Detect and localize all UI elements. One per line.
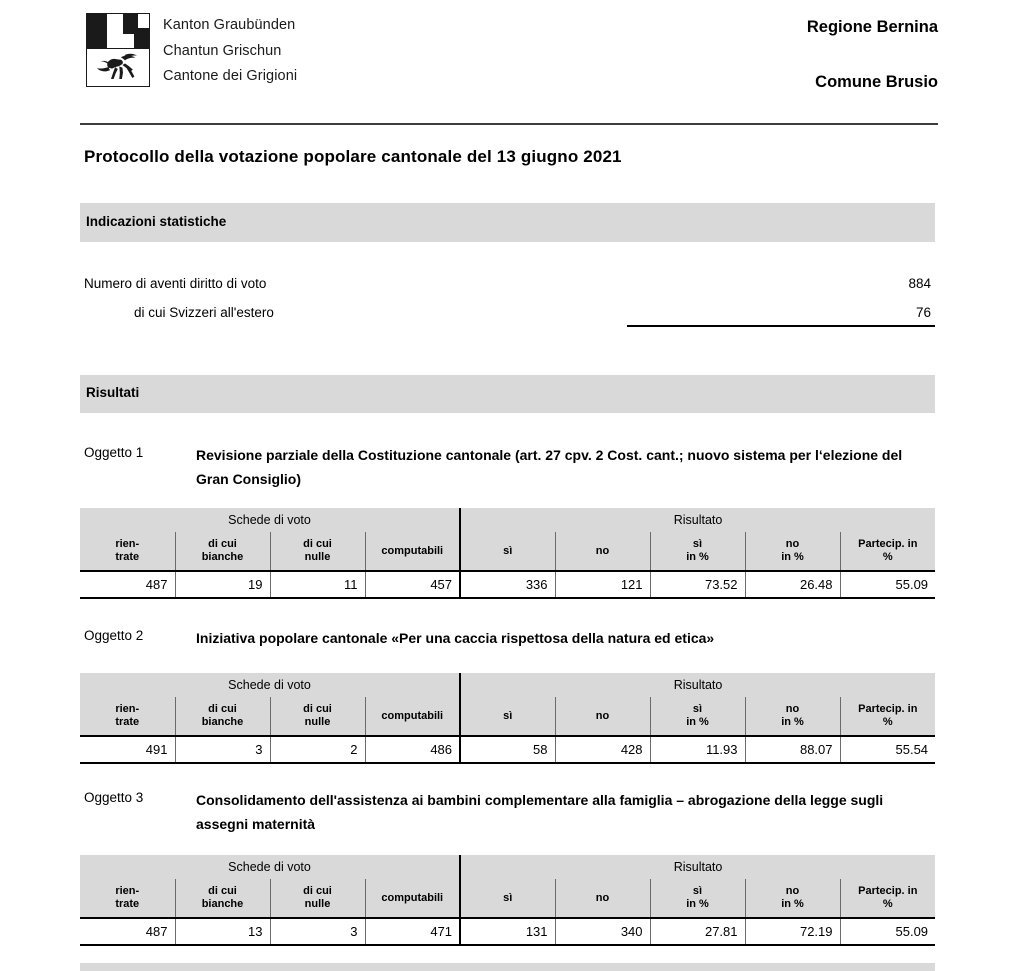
col-header-no-percent: no in % [745,879,840,918]
cell-si-percent: 11.93 [650,736,745,763]
organization-names [163,13,297,90]
group-header-ballots: Schede di voto [80,508,460,532]
cell-si: 336 [460,571,555,598]
cell-partecipazione: 55.09 [840,571,935,598]
cell-computabili: 471 [365,918,460,945]
cell-bianche: 3 [175,736,270,763]
col-header-nulle: di cui nulle [270,697,365,736]
cell-nulle: 11 [270,571,365,598]
group-header-result: Risultato [460,508,935,532]
object-label-3: Oggetto 3 [84,790,144,805]
cell-si-percent: 73.52 [650,571,745,598]
results-table-object-3 [80,855,935,946]
cell-no-percent: 26.48 [745,571,840,598]
cell-bianche: 13 [175,918,270,945]
org-line-it: Cantone dei Grigioni [163,68,298,84]
col-header-computabili: computabili [365,697,460,736]
crest-corner-bottom-right [138,34,149,48]
statistic-label: di cui Svizzeri all'estero [134,305,274,320]
cell-nulle: 3 [270,918,365,945]
graubuenden-coat-of-arms-icon [86,13,150,87]
col-header-si-percent: sì in % [650,532,745,571]
cell-rientrate: 487 [80,918,175,945]
col-header-si: sì [460,532,555,571]
statistic-value: 884 [908,276,931,291]
cell-si: 58 [460,736,555,763]
section-band-next [80,963,935,971]
col-header-si: sì [460,697,555,736]
crest-white-field [107,14,123,48]
cell-rientrate: 487 [80,571,175,598]
cell-no-percent: 72.19 [745,918,840,945]
object-label-1: Oggetto 1 [84,445,144,460]
section-band-results [80,375,935,413]
region-municipality-block [807,16,938,93]
crest-cross-horizontal [123,28,149,34]
results-table-object-2 [80,673,935,764]
cell-no: 121 [555,571,650,598]
group-header-ballots: Schede di voto [80,855,460,879]
col-header-computabili: computabili [365,532,460,571]
col-header-partecipazione: Partecip. in % [840,532,935,571]
col-header-partecipazione: Partecip. in % [840,879,935,918]
col-header-si-percent: sì in % [650,879,745,918]
col-header-no: no [555,697,650,736]
cell-si-percent: 27.81 [650,918,745,945]
crest-corner-top-left [123,14,134,28]
object-title-2: Iniziativa popolare cantonale «Per una caccia rispettosa della natura ed etica» [196,630,715,646]
statistic-label: Numero di aventi diritto di voto [84,276,267,291]
table-row [80,918,935,945]
results-table-object-1 [80,508,935,599]
header-divider [80,123,938,125]
cell-bianche: 19 [175,571,270,598]
crest-cross-field [123,14,149,48]
cell-si: 131 [460,918,555,945]
col-header-bianche: di cui bianche [175,879,270,918]
col-header-bianche: di cui bianche [175,532,270,571]
cell-partecipazione: 55.54 [840,736,935,763]
col-header-si-percent: sì in % [650,697,745,736]
group-header-result: Risultato [460,673,935,697]
col-header-si: sì [460,879,555,918]
org-line-de: Kanton Graubünden [163,17,296,33]
object-label-2: Oggetto 2 [84,628,144,643]
group-header-result: Risultato [460,855,935,879]
cell-computabili: 457 [365,571,460,598]
crest-upper-half [87,14,149,48]
table-group-header-row [80,508,935,532]
cell-no-percent: 88.07 [745,736,840,763]
col-header-rientrate: rien- trate [80,532,175,571]
col-header-no: no [555,532,650,571]
col-header-rientrate: rien- trate [80,879,175,918]
page-header [0,0,1024,124]
col-header-nulle: di cui nulle [270,879,365,918]
table-row [80,571,935,598]
statistic-value: 76 [915,305,931,320]
table-column-header-row [80,879,935,918]
section-band-statistics [80,203,935,242]
table-column-header-row [80,532,935,571]
object-title-1: Revisione parziale della Costituzione cantonale (art. 27 cpv. 2 Cost. cant.; nuovo sistema per l‘elezione del Gran Consiglio) [196,447,903,487]
page-title: Protocollo della votazione popolare cantonale del 13 giugno 2021 [84,147,622,166]
section-title-statistics: Indicazioni statistiche [86,214,227,229]
col-header-no: no [555,879,650,918]
municipality-name: Comune Brusio [815,73,938,91]
cell-computabili: 486 [365,736,460,763]
col-header-no-percent: no in % [745,697,840,736]
statistics-underline [627,325,935,327]
cell-no: 340 [555,918,650,945]
table-row [80,736,935,763]
section-title-results: Risultati [86,385,140,400]
object-title-3: Consolidamento dell'assistenza ai bambini complementare alla famiglia – abrogazione della legge sugli assegni maternità [196,792,884,832]
col-header-computabili: computabili [365,879,460,918]
region-name: Regione Bernina [806,18,938,36]
cell-nulle: 2 [270,736,365,763]
col-header-partecipazione: Partecip. in % [840,697,935,736]
table-group-header-row [80,855,935,879]
crest-lower-half [87,48,149,86]
cell-partecipazione: 55.09 [840,918,935,945]
table-group-header-row [80,673,935,697]
col-header-bianche: di cui bianche [175,697,270,736]
ibex-icon [91,52,146,83]
col-header-rientrate: rien- trate [80,697,175,736]
cell-no: 428 [555,736,650,763]
col-header-nulle: di cui nulle [270,532,365,571]
col-header-no-percent: no in % [745,532,840,571]
cell-rientrate: 491 [80,736,175,763]
crest-black-field [87,14,107,48]
table-column-header-row [80,697,935,736]
group-header-ballots: Schede di voto [80,673,460,697]
org-line-rm: Chantun Grischun [163,42,282,59]
